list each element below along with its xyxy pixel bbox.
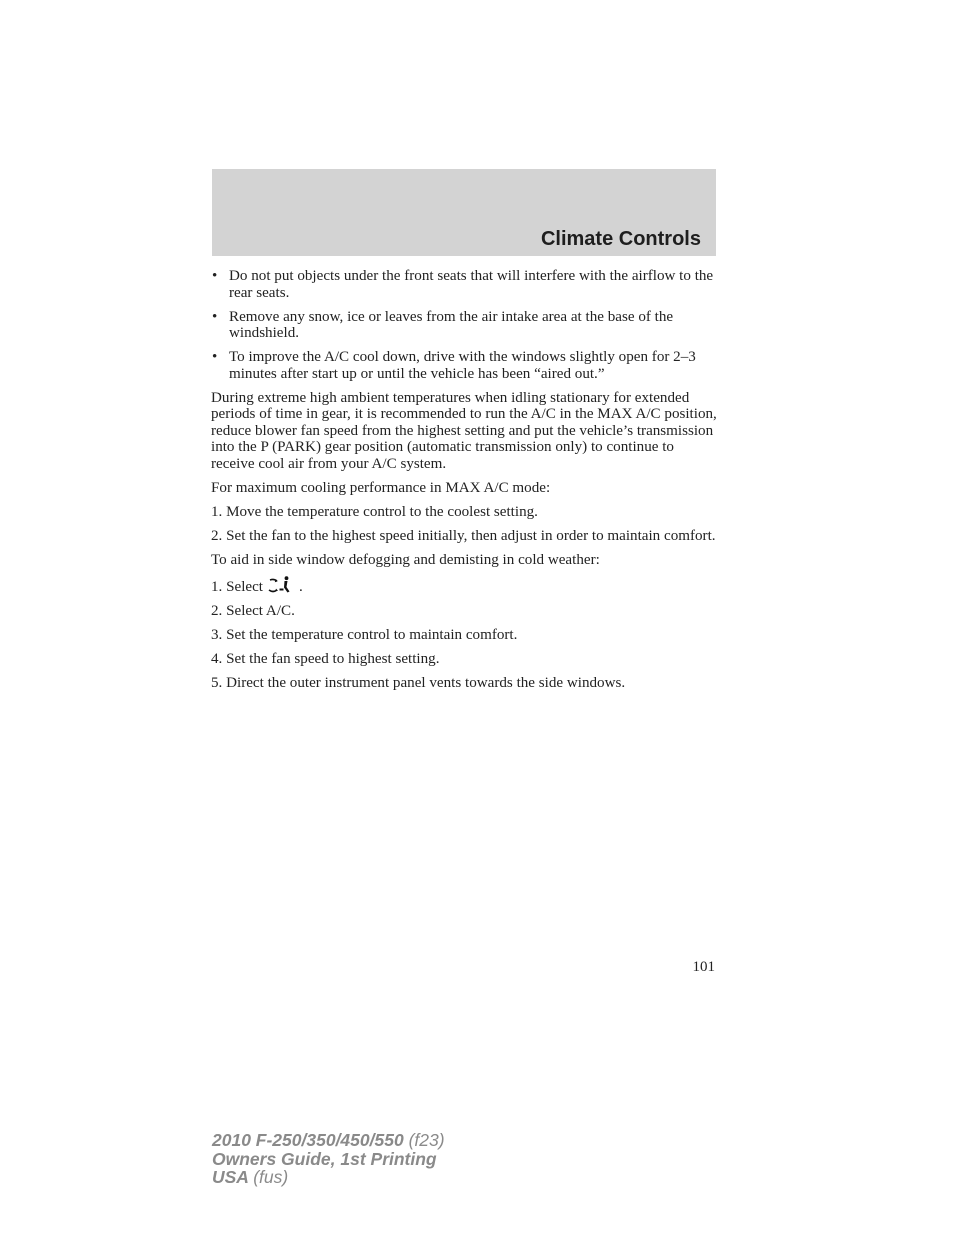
section-title: Climate Controls: [540, 228, 701, 250]
defog-step-1: [211, 576, 721, 596]
extreme-heat-paragraph: During extreme high ambient temperatures when idling stationary for extended periods of time in gear, it is recommended to run the A/C in the MAX A/C position, reduce blower fan speed from the highest setting and put the vehicle’s transmission into the P (PARK) gear position (automatic transmission only) to continue to receive cool air from your A/C system.: [211, 389, 717, 472]
page-number: 101: [692, 959, 715, 975]
footer-imprint: [212, 1131, 445, 1187]
list-item: [211, 309, 721, 342]
defog-intro: To aid in side window defogging and demisting in cold weather:: [211, 551, 600, 568]
list-item: [211, 349, 721, 382]
defog-step-1-prefix: 1. Select: [211, 578, 263, 595]
defog-step-4: 4. Set the fan speed to highest setting.: [211, 650, 440, 667]
bullet-list: [211, 268, 721, 382]
page-content: [211, 268, 721, 699]
defog-step-2: 2. Select A/C.: [211, 602, 295, 619]
floor-defrost-icon: [267, 576, 293, 594]
list-item: [211, 268, 721, 301]
footer-line-market: [212, 1168, 445, 1187]
bullet-text: Do not put objects under the front seats that will interfere with the airflow to the rear seats.: [229, 268, 714, 301]
bullet-text: Remove any snow, ice or leaves from the air intake area at the base of the windshield.: [229, 308, 674, 341]
section-header-band: [212, 169, 716, 256]
bullet-symbol: •: [212, 268, 218, 284]
bullet-symbol: •: [212, 349, 218, 365]
footer-market-code: (fus): [253, 1167, 289, 1187]
footer-model: 2010 F-250/350/450/550: [212, 1130, 404, 1150]
footer-line-model: [212, 1131, 445, 1150]
footer-market: USA: [212, 1167, 249, 1187]
defog-step-3: 3. Set the temperature control to maintain comfort.: [211, 626, 518, 643]
max-cooling-step-1: 1. Move the temperature control to the coolest setting.: [211, 503, 538, 520]
defog-step-5: 5. Direct the outer instrument panel vents towards the side windows.: [211, 674, 626, 691]
footer-model-code: (f23): [408, 1130, 445, 1150]
footer-guide: Owners Guide, 1st Printing: [212, 1148, 437, 1169]
bullet-text: To improve the A/C cool down, drive with the windows slightly open for 2–3 minutes after start up or until the vehicle has been “aired out.”: [229, 349, 696, 382]
max-cooling-step-2: 2. Set the fan to the highest speed initially, then adjust in order to maintain comfort.: [211, 527, 716, 544]
bullet-symbol: •: [212, 308, 218, 325]
defog-step-1-suffix: .: [298, 578, 303, 595]
max-cooling-intro: For maximum cooling performance in MAX A/C mode:: [211, 479, 551, 496]
